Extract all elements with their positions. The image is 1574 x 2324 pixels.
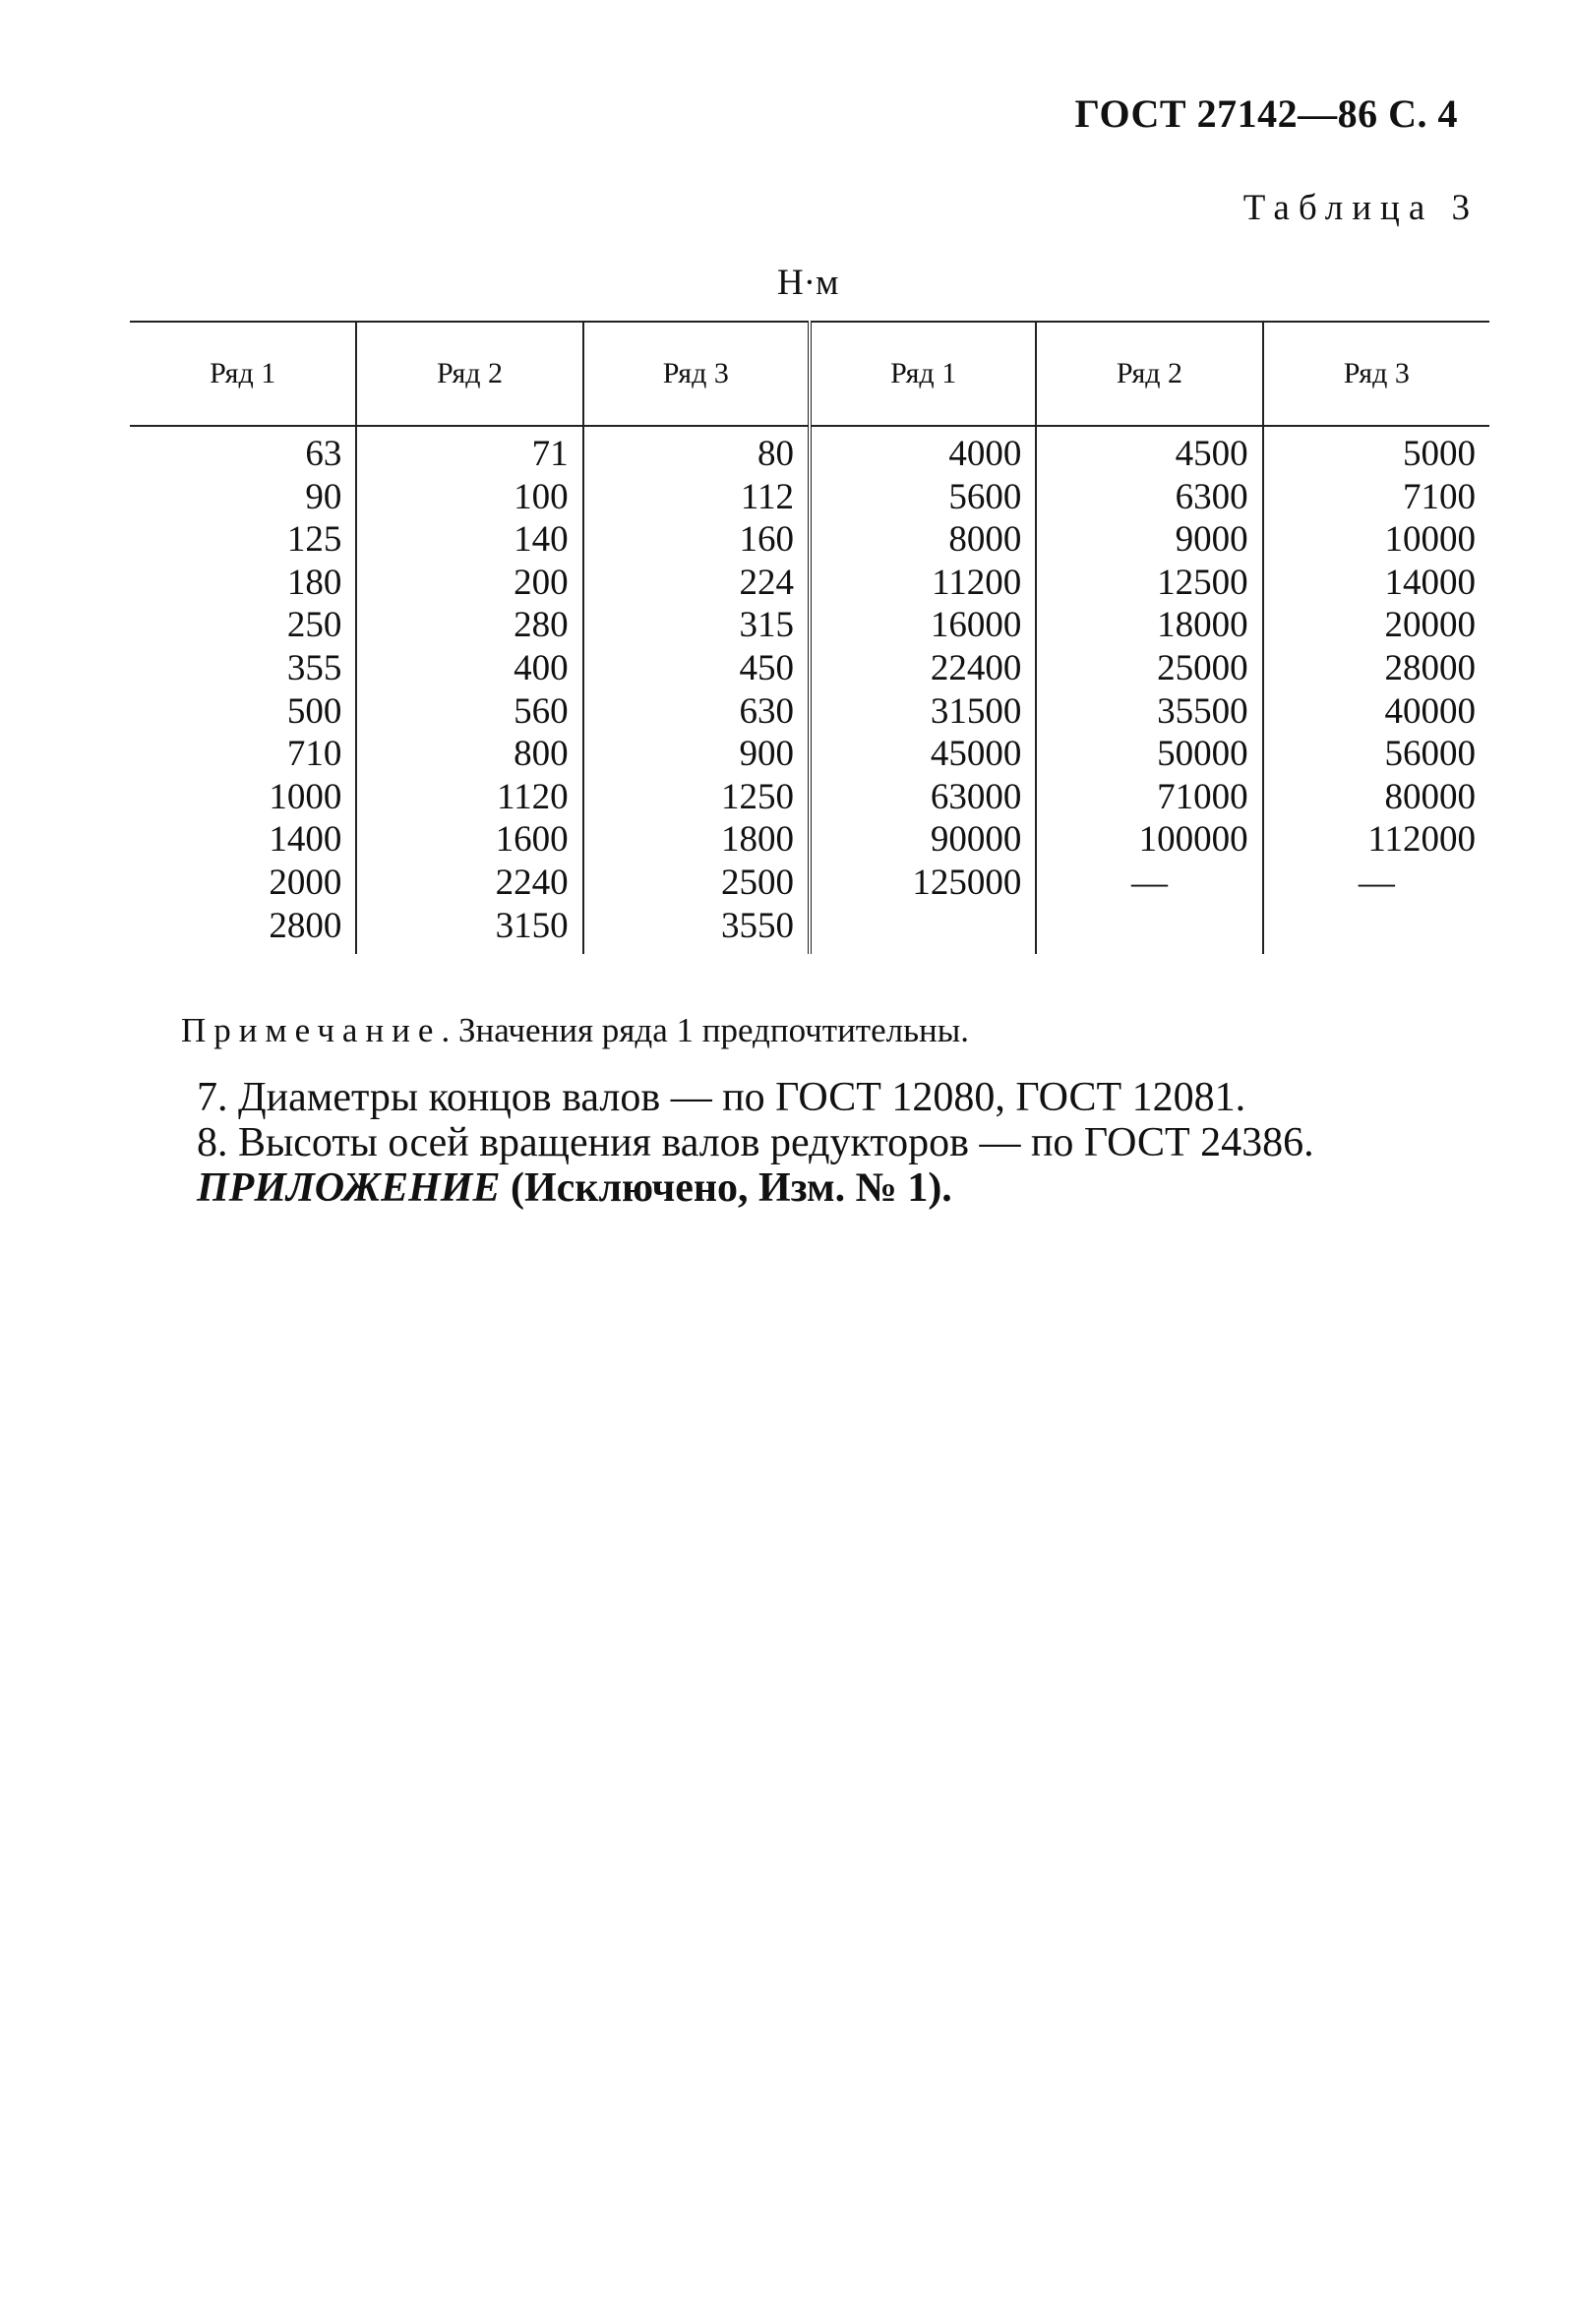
table-row xyxy=(130,905,1489,954)
table-cell: 710 xyxy=(286,734,342,775)
table-row xyxy=(130,476,1489,519)
table-cell: 20000 xyxy=(1263,604,1489,647)
torque-series-table-container xyxy=(130,321,1489,954)
table-cell: 9000 xyxy=(1036,518,1262,562)
table-cell: 900 xyxy=(583,733,810,776)
table-unit-label: Н·м xyxy=(777,263,839,303)
table-cell: 18000 xyxy=(1036,604,1262,647)
table-cell xyxy=(1036,905,1262,954)
annex-status: (Исключено, Изм. № 1). xyxy=(510,1165,952,1211)
table-cell: 7100 xyxy=(1263,476,1489,519)
table-cell: 355 xyxy=(286,647,342,688)
table-cell: 112 xyxy=(583,476,810,519)
table-cell: 50000 xyxy=(1036,733,1262,776)
table-cell: — xyxy=(1263,862,1489,905)
table-cell: 1250 xyxy=(583,776,810,819)
table-cell: 3550 xyxy=(583,905,810,954)
table-cell: — xyxy=(1036,862,1262,905)
table-header-row xyxy=(130,322,1489,426)
table-cell: 80 xyxy=(583,426,810,476)
page-header: ГОСТ 27142—86 С. 4 xyxy=(1074,91,1458,136)
table-cell: 14000 xyxy=(1263,562,1489,605)
table-cell: 63000 xyxy=(810,776,1036,819)
table-row xyxy=(130,604,1489,647)
table-cell: 63 xyxy=(305,434,342,474)
table-cell: 71 xyxy=(356,426,582,476)
table-cell: 1120 xyxy=(356,776,582,819)
table-cell: 6300 xyxy=(1036,476,1262,519)
table-cell: 180 xyxy=(286,562,342,603)
table-row xyxy=(130,518,1489,562)
table-row xyxy=(130,862,1489,905)
column-header: Ряд 2 xyxy=(1036,322,1262,426)
table-cell: 22400 xyxy=(810,647,1036,690)
table-cell: 12500 xyxy=(1036,562,1262,605)
note-label: Примечание xyxy=(181,1011,442,1049)
table-body xyxy=(130,426,1489,954)
table-cell: 3150 xyxy=(356,905,582,954)
table-cell: 800 xyxy=(356,733,582,776)
table-cell: 2800 xyxy=(269,905,342,946)
table-cell: 35500 xyxy=(1036,690,1262,734)
table-row xyxy=(130,426,1489,476)
table-cell: 2500 xyxy=(583,862,810,905)
table-cell: 125 xyxy=(286,519,342,561)
table-note xyxy=(181,1011,969,1050)
table-cell: 2240 xyxy=(356,862,582,905)
table-cell: 5000 xyxy=(1263,426,1489,476)
table-cell: 28000 xyxy=(1263,647,1489,690)
table-cell: 1800 xyxy=(583,818,810,862)
table-cell: 250 xyxy=(286,605,342,646)
table-cell: 10000 xyxy=(1263,518,1489,562)
table-cell: 80000 xyxy=(1263,776,1489,819)
table-cell: 315 xyxy=(583,604,810,647)
table-cell: 4000 xyxy=(810,426,1036,476)
table-cell: 450 xyxy=(583,647,810,690)
paragraph-7: 7. Диаметры концов валов — по ГОСТ 12080, ГОСТ 12081. xyxy=(197,1075,1246,1120)
table-cell: 1400 xyxy=(269,819,342,861)
table-cell: 224 xyxy=(583,562,810,605)
table-row xyxy=(130,776,1489,819)
table-cell: 31500 xyxy=(810,690,1036,734)
table-cell: 160 xyxy=(583,518,810,562)
annex-line xyxy=(197,1164,952,1212)
column-header: Ряд 1 xyxy=(810,322,1036,426)
table-cell: 125000 xyxy=(810,862,1036,905)
table-cell: 5600 xyxy=(810,476,1036,519)
table-cell: 25000 xyxy=(1036,647,1262,690)
column-header: Ряд 1 xyxy=(130,322,356,426)
table-cell: 1000 xyxy=(269,776,342,817)
table-row xyxy=(130,690,1489,734)
table-cell: 280 xyxy=(356,604,582,647)
table-cell xyxy=(810,905,1036,954)
table-cell: 140 xyxy=(356,518,582,562)
table-cell: 1600 xyxy=(356,818,582,862)
table-caption: Таблица 3 xyxy=(1242,188,1479,228)
table-cell: 90 xyxy=(305,476,342,517)
column-header: Ряд 2 xyxy=(356,322,582,426)
table-row xyxy=(130,562,1489,605)
paragraph-8: 8. Высоты осей вращения валов редукторов — по ГОСТ 24386. xyxy=(197,1120,1314,1165)
table-cell: 71000 xyxy=(1036,776,1262,819)
torque-series-table xyxy=(130,321,1489,954)
table-cell: 90000 xyxy=(810,818,1036,862)
table-cell: 500 xyxy=(286,690,342,732)
table-cell: 400 xyxy=(356,647,582,690)
column-header: Ряд 3 xyxy=(1263,322,1489,426)
table-cell: 11200 xyxy=(810,562,1036,605)
table-cell: 2000 xyxy=(269,862,342,903)
table-cell: 100000 xyxy=(1036,818,1262,862)
table-cell xyxy=(1263,905,1489,954)
table-cell: 56000 xyxy=(1263,733,1489,776)
table-row xyxy=(130,733,1489,776)
table-cell: 560 xyxy=(356,690,582,734)
table-cell: 8000 xyxy=(810,518,1036,562)
column-header: Ряд 3 xyxy=(583,322,810,426)
table-cell: 4500 xyxy=(1036,426,1262,476)
note-text: . Значения ряда 1 предпочтительны. xyxy=(441,1011,970,1049)
table-cell: 100 xyxy=(356,476,582,519)
table-row xyxy=(130,818,1489,862)
table-cell: 45000 xyxy=(810,733,1036,776)
table-cell: 112000 xyxy=(1263,818,1489,862)
annex-title: ПРИЛОЖЕНИЕ xyxy=(197,1165,501,1211)
table-cell: 630 xyxy=(583,690,810,734)
table-row xyxy=(130,647,1489,690)
table-cell: 200 xyxy=(356,562,582,605)
table-cell: 16000 xyxy=(810,604,1036,647)
table-cell: 40000 xyxy=(1263,690,1489,734)
